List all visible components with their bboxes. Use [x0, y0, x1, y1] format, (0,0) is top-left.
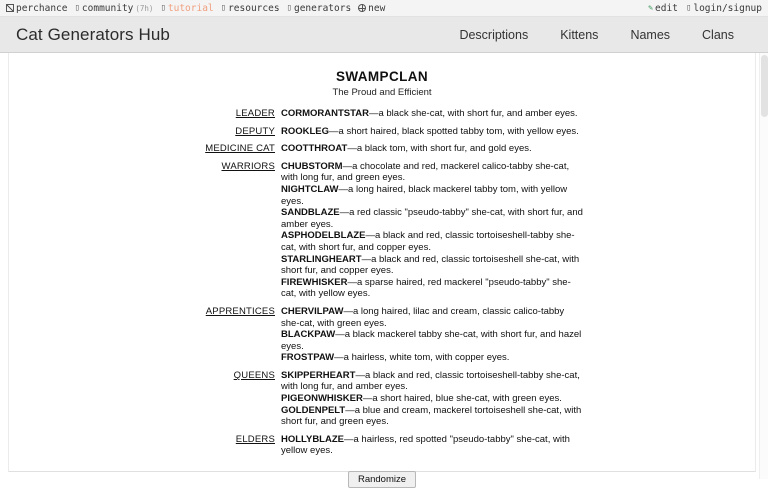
- clan-motto: The Proud and Efficient: [332, 87, 432, 98]
- roster-member: [281, 329, 583, 352]
- cat-description: —a black tom, with short fur, and gold eyes.: [347, 143, 532, 155]
- roster-member: [281, 306, 583, 329]
- roster-role-cell: [21, 370, 281, 381]
- nav-kittens[interactable]: Kittens: [560, 27, 599, 42]
- roster-role-label[interactable]: MEDICINE CAT: [205, 143, 275, 155]
- cat-description: —a black mackerel tabby she-cat, with short fur, and hazel eyes.: [281, 329, 582, 352]
- cat-name: STARLINGHEART: [281, 253, 362, 265]
- roster-row: [21, 143, 755, 155]
- perchance-link-label: login/signup: [693, 2, 762, 14]
- roster-role-cell: [21, 108, 281, 119]
- book-icon: ▯: [685, 2, 692, 13]
- randomize-container: [9, 469, 755, 488]
- perchance-nav-left: [6, 3, 648, 14]
- perchance-link-community[interactable]: [74, 3, 153, 14]
- nav-descriptions[interactable]: Descriptions: [459, 27, 529, 42]
- cat-description: —a black she-cat, with short fur, and amber eyes.: [368, 108, 578, 119]
- cat-name: COOTTHROAT: [281, 143, 348, 155]
- roster-member: [281, 370, 583, 393]
- perchance-link-label: generators: [293, 2, 352, 14]
- cat-name: ASPHODELBLAZE: [281, 230, 366, 242]
- site-nav: [459, 28, 752, 42]
- perchance-link-new[interactable]: [358, 3, 385, 14]
- cat-name: FROSTPAW: [281, 352, 335, 364]
- cat-description: —a sparse haired, red mackerel "pseudo-tabby" she-cat, with yellow eyes.: [281, 276, 571, 300]
- perchance-link-label: resources: [228, 2, 280, 14]
- cat-description: —a long haired, black mackerel tabby tom, with yellow eyes.: [281, 183, 568, 207]
- perchance-logo-icon: [6, 4, 14, 12]
- roster-role-cell: [21, 143, 281, 154]
- roster-members-cell: [281, 370, 583, 428]
- perchance-link-tutorial[interactable]: [160, 3, 213, 14]
- roster-row: [21, 434, 755, 457]
- roster-member: [281, 143, 583, 155]
- perchance-link-generators[interactable]: [287, 3, 352, 14]
- cat-description: —a short haired, black spotted tabby tom, with yellow eyes.: [329, 125, 579, 137]
- cat-name: BLACKPAW: [281, 329, 336, 341]
- page-title: Cat Generators Hub: [16, 24, 170, 44]
- cat-name: SANDBLAZE: [281, 207, 340, 219]
- roster-members-cell: [281, 108, 583, 120]
- roster-members-cell: [281, 126, 583, 138]
- roster-role-label[interactable]: DEPUTY: [235, 125, 275, 137]
- cat-name: CHERVILPAW: [281, 305, 344, 317]
- roster-members-cell: [281, 143, 583, 155]
- roster-member: [281, 184, 583, 207]
- globe-icon: [358, 4, 366, 12]
- roster-row: [21, 108, 755, 120]
- nav-names[interactable]: Names: [630, 27, 671, 42]
- cat-name: NIGHTCLAW: [281, 183, 339, 195]
- perchance-top-bar: [0, 0, 768, 17]
- roster-role-label[interactable]: APPRENTICES: [205, 305, 275, 317]
- roster-role-label[interactable]: ELDERS: [235, 433, 275, 445]
- cat-name: ROOKLEG: [281, 125, 330, 137]
- cat-description: —a long haired, lilac and cream, classic calico-tabby she-cat, with green eyes.: [281, 305, 565, 329]
- perchance-link-label: community: [81, 2, 134, 14]
- roster-role-cell: [21, 161, 281, 172]
- cat-description: —a blue and cream, mackerel tortoiseshell she-cat, with short fur, and green eyes.: [281, 404, 582, 428]
- roster-member: [281, 126, 583, 138]
- cat-description: —a black and red, classic tortoiseshell-tabby she-cat, with long fur, and amber eyes.: [281, 369, 580, 393]
- roster-row: [21, 126, 755, 138]
- cat-description: —a red classic "pseudo-tabby" she-cat, with short fur, and amber eyes.: [281, 207, 583, 230]
- roster-member: [281, 161, 583, 184]
- roster-role-cell: [21, 126, 281, 137]
- roster-members-cell: [281, 434, 583, 457]
- cat-description: —a hairless, red spotted "pseudo-tabby" she-cat, with yellow eyes.: [281, 433, 570, 457]
- cat-description: —a chocolate and red, mackerel calico-tabby she-cat, with long fur, and green eyes.: [281, 160, 570, 184]
- cat-description: —a short haired, blue she-cat, with green eyes.: [362, 393, 562, 405]
- roster-member: [281, 254, 583, 277]
- cat-name: CHUBSTORM: [281, 160, 343, 172]
- perchance-link-edit[interactable]: [648, 3, 678, 14]
- roster-row: [21, 306, 755, 364]
- roster-member: [281, 393, 583, 405]
- perchance-link-perchance[interactable]: [6, 3, 67, 14]
- generator-card: [8, 53, 756, 486]
- page-body: [0, 53, 768, 486]
- scrollbar-thumb[interactable]: [761, 55, 768, 117]
- randomize-button[interactable]: Randomize: [348, 471, 416, 488]
- site-header: [0, 17, 768, 53]
- book-icon: ▯: [286, 2, 292, 13]
- book-icon: ▯: [160, 2, 166, 13]
- roster-member: [281, 405, 583, 428]
- roster-member: [281, 352, 583, 364]
- perchance-link-label: tutorial: [167, 2, 214, 14]
- perchance-link-login-signup[interactable]: [686, 3, 762, 14]
- roster-member: [281, 277, 583, 300]
- roster-role-cell: [21, 306, 281, 317]
- perchance-link-label: perchance: [16, 2, 68, 14]
- cat-name: HOLLYBLAZE: [281, 433, 344, 445]
- perchance-link-label: new: [368, 2, 386, 14]
- book-icon: ▯: [74, 2, 80, 13]
- roster-row: [21, 161, 755, 300]
- cat-name: GOLDENPELT: [281, 404, 346, 416]
- cat-description: —a black and red, classic tortoiseshell-tabby she-cat, with short fur, and copper eyes.: [281, 230, 575, 253]
- clan-name: SWAMPCLAN: [335, 69, 429, 84]
- perchance-link-label: edit: [655, 2, 678, 14]
- cat-name: PIGEONWHISKER: [281, 393, 363, 405]
- pencil-icon: ✎: [648, 3, 654, 12]
- roster-row: [21, 370, 755, 428]
- roster-role-label[interactable]: LEADER: [235, 108, 275, 119]
- roster-role-label[interactable]: QUEENS: [233, 369, 275, 381]
- cat-name: SKIPPERHEART: [281, 369, 356, 381]
- roster-member: [281, 108, 583, 120]
- book-icon: ▯: [220, 2, 227, 13]
- clan-roster: [9, 108, 755, 457]
- roster-members-cell: [281, 161, 583, 300]
- cat-name: FIREWHISKER: [281, 276, 348, 288]
- cat-description: —a hairless, white tom, with copper eyes.: [334, 352, 510, 364]
- roster-members-cell: [281, 306, 583, 364]
- nav-clans[interactable]: Clans: [702, 27, 734, 42]
- roster-member: [281, 207, 583, 230]
- roster-role-cell: [21, 434, 281, 445]
- page-scrollbar[interactable]: [759, 53, 768, 479]
- perchance-nav-right: [648, 3, 762, 14]
- perchance-link-resources[interactable]: [221, 3, 280, 14]
- roster-role-label[interactable]: WARRIORS: [221, 160, 275, 172]
- roster-member: [281, 434, 583, 457]
- cat-name: CORMORANTSTAR: [281, 108, 369, 119]
- perchance-link-sublabel: (7h): [135, 3, 154, 13]
- roster-member: [281, 230, 583, 253]
- cat-description: —a black and red, classic tortoiseshell she-cat, with short fur, and copper eyes.: [281, 253, 580, 277]
